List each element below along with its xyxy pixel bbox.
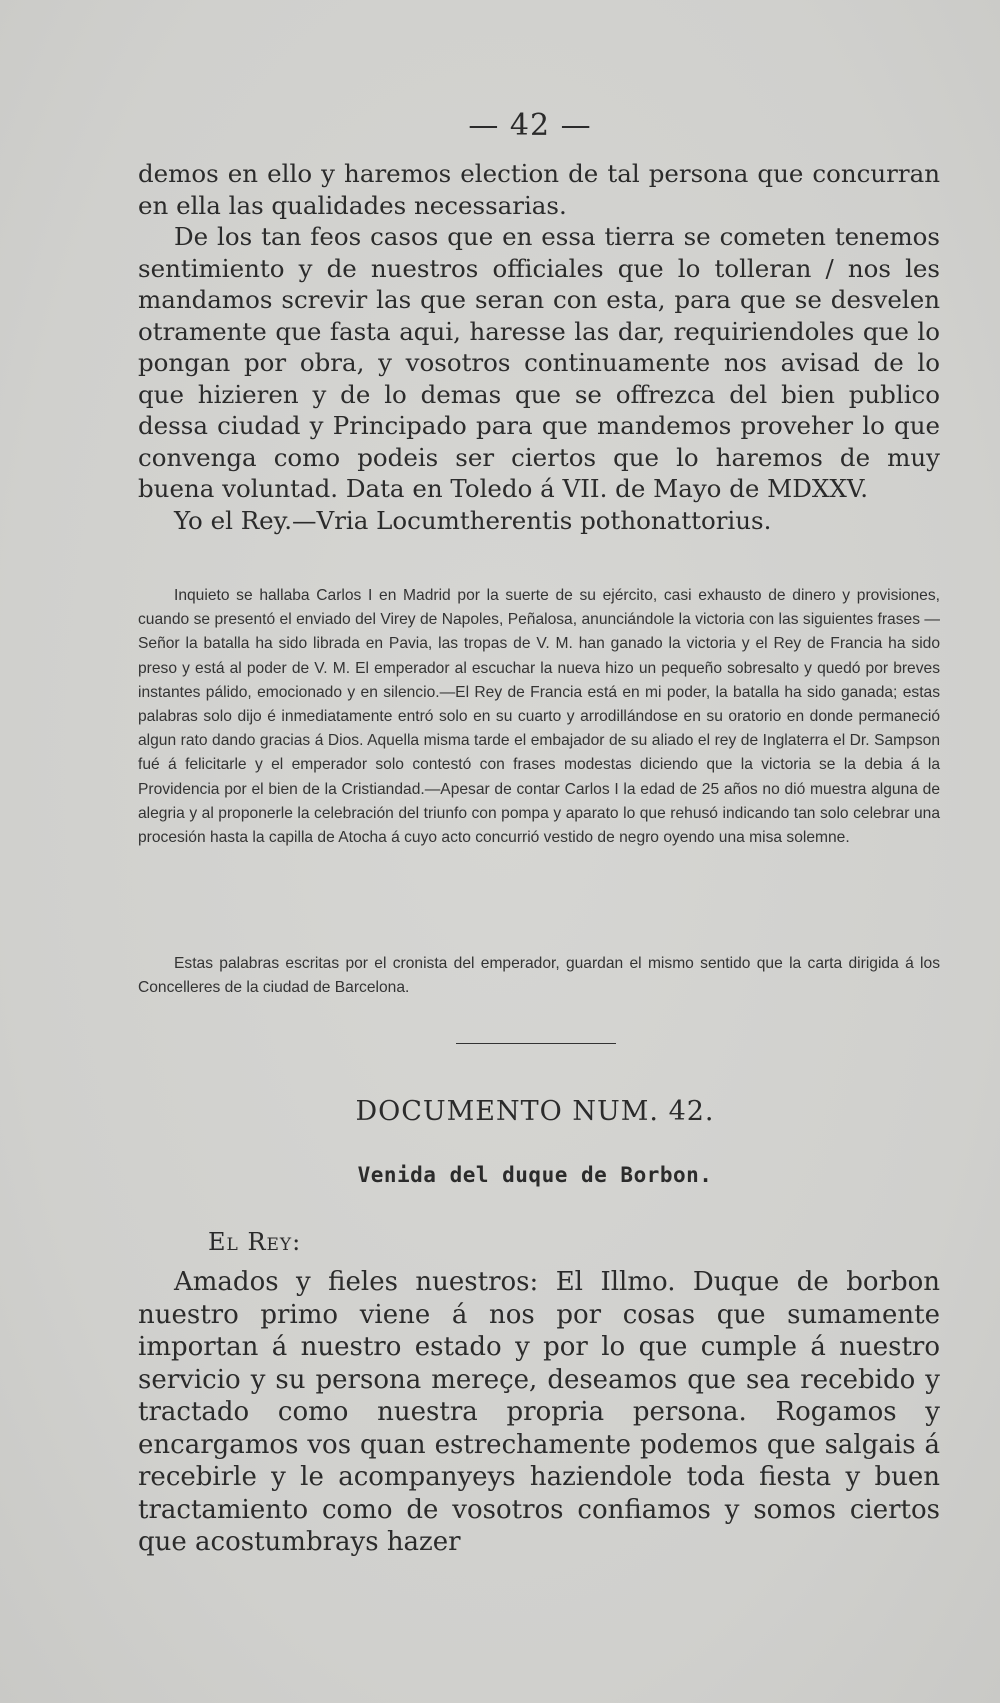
historical-note bbox=[138, 584, 940, 850]
body-paragraph: De los tan feos casos que en essa tierra se cometen tenemos sentimiento y de nuestros officiales que lo tolleran / nos les mandamos screvir las que seran con esta, para que se desvelen otramente que fasta aqui, haresse las dar, requiriendoles que lo pongan por obra, y vosotros continuamente nos avisad de lo que hizieren y de lo demas que se offrezca del bien publico dessa ciudad y Principado para que mandemos proveher lo que convenga como podeis ser ciertos que lo haremos de muy buena voluntad. Data en Toledo á VII. de Mayo de MDXXV. bbox=[138, 222, 940, 503]
main-text bbox=[138, 158, 940, 536]
note-paragraph: Inquieto se hallaba Carlos I en Madrid por la suerte de su ejército, casi exhausto de dinero y provisiones, cuando se presentó el enviado del Virey de Napoles, Peñalosa, anunciándole la victoria con las siguientes frases —Señor la batalla ha sido librada en Pavia, las tropas de V. M. han ganado la victoria y el Rey de Francia ha sido preso y está al poder de V. M. El emperador al escuchar la nueva hizo un pequeño sobresalto y quedó por breves instantes pálido, emocionado y en silencio.—El Rey de Francia está en mi poder, la batalla ha sido ganada; estas palabras solo dijo é inmediatamente entró solo en su cuarto y arrodillándose en su oratorio en donde permaneció algun rato dando gracias á Dios. Aquella misma tarde el embajador de su aliado el rey de Inglaterra el Dr. Sampson fué á felicitarle y el emperador solo contestó con frases modestas diciendo que la victoria se la debia á la Providencia por el bien de la Cristiandad.—Apesar de contar Carlos I la edad de 25 años no dió muestra alguna de alegria y al proponerle la celebración del triunfo con pompa y aparato lo que rehusó indicando tan solo celebrar una procesión hasta la capilla de Atocha á cuyo acto concurrió vestido de negro oyendo una misa solemne. bbox=[138, 587, 940, 847]
letter-addressee: El Rey: bbox=[208, 1228, 302, 1256]
document-subheading: Venida del duque de Borbon. bbox=[357, 1163, 713, 1187]
continued-paragraph: demos en ello y haremos election de tal persona que concurran en ella las qualidades necessarias. bbox=[138, 159, 940, 220]
chronicler-note bbox=[138, 952, 940, 1000]
letter-body bbox=[138, 1266, 940, 1559]
page-number: — 42 — bbox=[468, 108, 592, 143]
note-paragraph: Estas palabras escritas por el cronista del emperador, guardan el mismo sentido que la carta dirigida á los Concelleres de la ciudad de Barcelona. bbox=[138, 955, 940, 997]
section-divider bbox=[456, 1043, 616, 1044]
signature-line: Yo el Rey.—Vria Locumtherentis pothonattorius. bbox=[174, 505, 772, 535]
letter-paragraph: Amados y fieles nuestros: El Illmo. Duque de borbon nuestro primo viene á nos por cosas que sumamente importan á nuestro estado y por lo que cumple á nuestro servicio y su persona mereçe, deseamos que sea recebido y tractado como nuestra propria persona. Rogamos y encargamos vos quan estrechamente podemos que salgais á recebirle y le acompanyeys haziendole toda fiesta y buen tractamiento como de vosotros confiamos y somos ciertos que acostumbrays hazer bbox=[138, 1267, 940, 1557]
document-heading: DOCUMENTO NUM. 42. bbox=[355, 1096, 715, 1127]
